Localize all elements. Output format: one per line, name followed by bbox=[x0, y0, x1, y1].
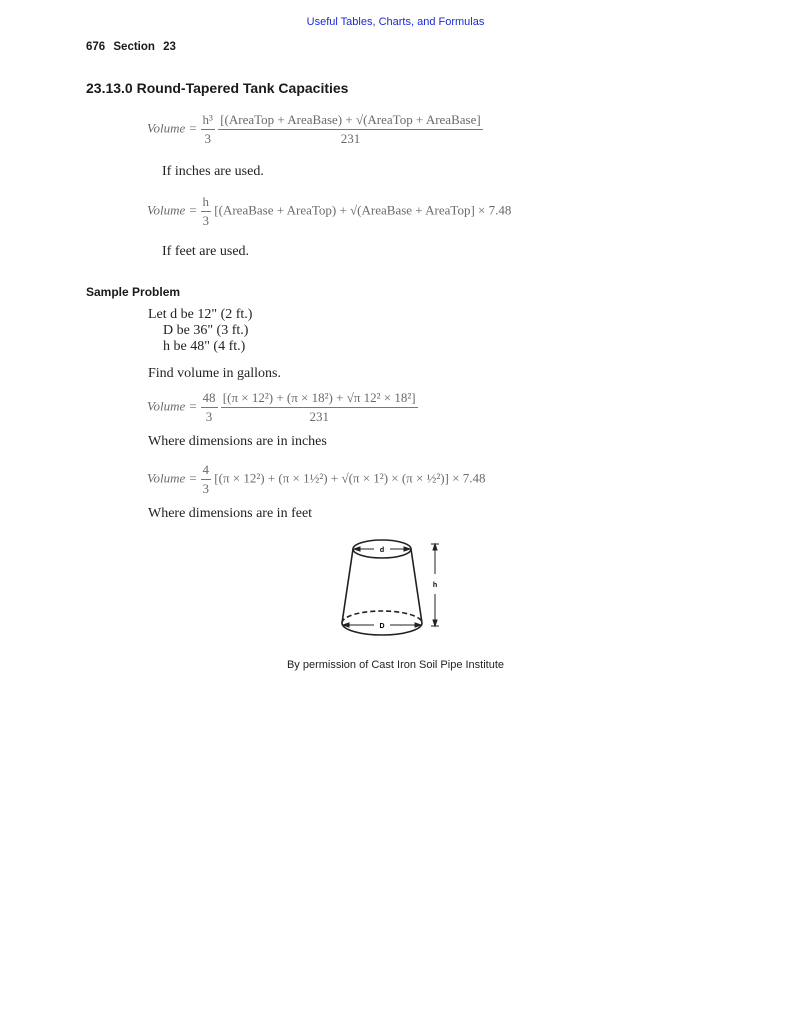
note-feet: If feet are used. bbox=[162, 244, 250, 259]
formula-lhs: Volume = bbox=[147, 470, 198, 486]
formula-lhs: Volume = bbox=[147, 120, 198, 136]
formula-rest: [(AreaBase + AreaTop) + √(AreaBase + AreaTop] × 7.48 bbox=[214, 202, 512, 218]
note-inches: If inches are used. bbox=[162, 164, 264, 179]
main-fraction bbox=[221, 390, 418, 425]
sample-formula-feet bbox=[147, 462, 485, 497]
note-sample-inches: Where dimensions are in inches bbox=[148, 434, 327, 449]
main-fraction bbox=[218, 112, 482, 147]
section-label: Section 23 bbox=[113, 41, 176, 53]
tank-right-side bbox=[411, 549, 422, 623]
fraction-numerator: [(π × 12²) + (π × 18²) + √π 12² × 18²] bbox=[222, 390, 416, 405]
height-label: h bbox=[432, 582, 438, 589]
formula-feet bbox=[147, 194, 511, 229]
h-fraction bbox=[201, 390, 218, 425]
find-volume: Find volume in gallons. bbox=[148, 366, 281, 381]
page-number: 676 bbox=[86, 41, 106, 53]
fraction-denominator: 231 bbox=[218, 129, 482, 147]
h-fraction bbox=[201, 194, 212, 229]
tank-bottom-back bbox=[342, 611, 422, 623]
fraction-denominator: 3 bbox=[201, 407, 218, 425]
figure-caption: By permission of Cast Iron Soil Pipe Institute bbox=[286, 659, 505, 671]
fraction-numerator: h³ bbox=[202, 112, 213, 127]
section-title: 23.13.0 Round-Tapered Tank Capacities bbox=[86, 80, 349, 96]
fraction-numerator: 4 bbox=[202, 462, 210, 477]
note-sample-feet: Where dimensions are in feet bbox=[148, 506, 313, 521]
h-fraction bbox=[201, 462, 212, 497]
formula-inches bbox=[147, 112, 483, 147]
tapered-tank-diagram bbox=[330, 530, 460, 650]
h-fraction bbox=[201, 112, 215, 147]
formula-rest: [(π × 12²) + (π × 1½²) + √(π × 1²) × (π × ½²)] × 7.48 bbox=[214, 470, 486, 486]
given-h: h be 48" (4 ft.) bbox=[163, 339, 246, 354]
formula-lhs: Volume = bbox=[147, 398, 198, 414]
formula-lhs: Volume = bbox=[147, 202, 198, 218]
given-d: Let d be 12" (2 ft.) bbox=[148, 307, 253, 322]
header-link[interactable]: Useful Tables, Charts, and Formulas bbox=[306, 16, 485, 28]
top-diameter-label: d bbox=[379, 547, 385, 554]
given-D: D be 36" (3 ft.) bbox=[163, 323, 249, 338]
fraction-denominator: 3 bbox=[202, 213, 210, 228]
fraction-numerator: h bbox=[202, 194, 210, 209]
sample-formula-inches bbox=[147, 390, 418, 425]
fraction-numerator: 48 bbox=[202, 390, 216, 405]
fraction-denominator: 231 bbox=[221, 407, 418, 425]
page-header bbox=[86, 41, 176, 53]
sample-problem-title: Sample Problem bbox=[86, 285, 181, 299]
tank-left-side bbox=[342, 549, 353, 623]
fraction-numerator: [(AreaTop + AreaBase) + √(AreaTop + AreaBase] bbox=[220, 112, 481, 127]
bottom-diameter-label: D bbox=[379, 623, 385, 630]
fraction-denominator: 3 bbox=[202, 481, 210, 496]
fraction-denominator: 3 bbox=[201, 129, 215, 147]
